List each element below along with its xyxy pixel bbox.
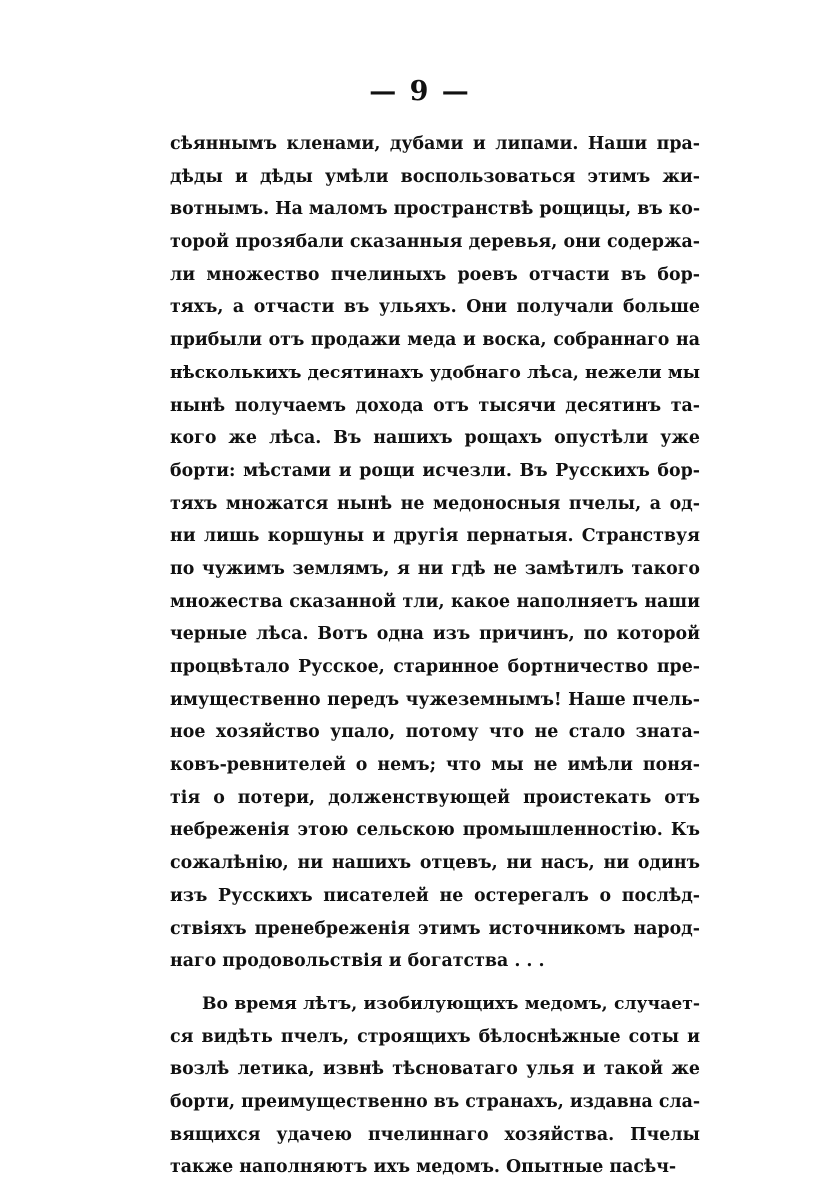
text-line: черные лѣса. Вотъ одна изъ причинъ, по которой — [170, 624, 700, 645]
text-line: прибыли отъ продажи меда и воска, собраннаго на — [170, 330, 700, 351]
text-line: имущественно передъ чужеземнымъ! Наше пчель- — [170, 689, 700, 710]
text-line: тяхъ, а отчасти въ ульяхъ. Они получали больше — [170, 297, 700, 318]
text-line: ся видѣть пчелъ, строящихъ бѣлоснѣжные соты и — [170, 1026, 700, 1047]
text-line: вотнымъ. На маломъ пространствѣ рощицы, въ ко- — [170, 199, 701, 220]
text-line: нѣсколькихъ десятинахъ удобнаго лѣса, нежели мы — [170, 362, 700, 383]
body-text — [170, 128, 700, 1184]
page-number: — 9 — — [369, 76, 471, 107]
text-line: торой прозябали сказанныя деревья, они содержа- — [170, 232, 700, 253]
text-line: также наполняютъ ихъ медомъ. Опытные пасѣч- — [170, 1157, 677, 1178]
paragraph — [170, 988, 700, 1184]
text-line: вящихся удачею пчелиннаго хозяйства. Пчелы — [170, 1124, 700, 1145]
text-line: ли множество пчелиныхъ роевъ отчасти въ бор- — [170, 264, 700, 285]
text-line: ствіяхъ пренебреженія этимъ источникомъ народ- — [170, 918, 700, 939]
paragraph-gap — [170, 978, 700, 988]
text-line: сѣяннымъ кленами, дубами и липами. Наши пра- — [170, 134, 700, 154]
text-line: по чужимъ землямъ, я ни гдѣ не замѣтилъ такого — [170, 558, 700, 579]
text-line: кого же лѣса. Въ нашихъ рощахъ опустѣли уже — [170, 428, 700, 449]
text-line: возлѣ летика, извнѣ тѣсноватаго улья и такой же — [170, 1059, 700, 1080]
text-line: борти, преимущественно въ странахъ, издавна сла- — [170, 1091, 701, 1112]
text-line: ковъ-ревнителей о немъ; что мы не имѣли поня- — [170, 755, 700, 776]
text-line: сожалѣнію, ни нашихъ отцевъ, ни насъ, ни одинъ — [170, 853, 700, 874]
text-line: ни лишь коршуны и другія пернатыя. Странствуя — [170, 526, 700, 547]
paragraph — [170, 128, 700, 978]
text-line: борти: мѣстами и рощи исчезли. Въ Русскихъ бор- — [170, 460, 700, 481]
text-line: нынѣ получаемъ дохода отъ тысячи десятинъ та- — [170, 395, 700, 416]
text-line: Во время лѣтъ, изобилующихъ медомъ, случает- — [202, 993, 700, 1014]
text-line: множества сказанной тли, какое наполняетъ наши — [170, 591, 700, 612]
text-line: дѣды и дѣды умѣли воспользоваться этимъ жи- — [170, 166, 700, 187]
text-line: ное хозяйство упало, потому что не стало зната- — [170, 722, 700, 743]
text-line: процвѣтало Русское, старинное бортничество пре- — [170, 657, 700, 677]
text-line: небреженія этою сельскою промышленностію. Къ — [170, 820, 700, 841]
text-line: наго продовольствія и богатства . . . — [170, 951, 545, 972]
text-line: тяхъ множатся нынѣ не медоносныя пчелы, а од- — [170, 493, 700, 514]
text-line: тія о потери, долженствующей проистекать отъ — [170, 787, 700, 808]
text-line: изъ Русскихъ писателей не остерегалъ о послѣд- — [170, 885, 700, 906]
